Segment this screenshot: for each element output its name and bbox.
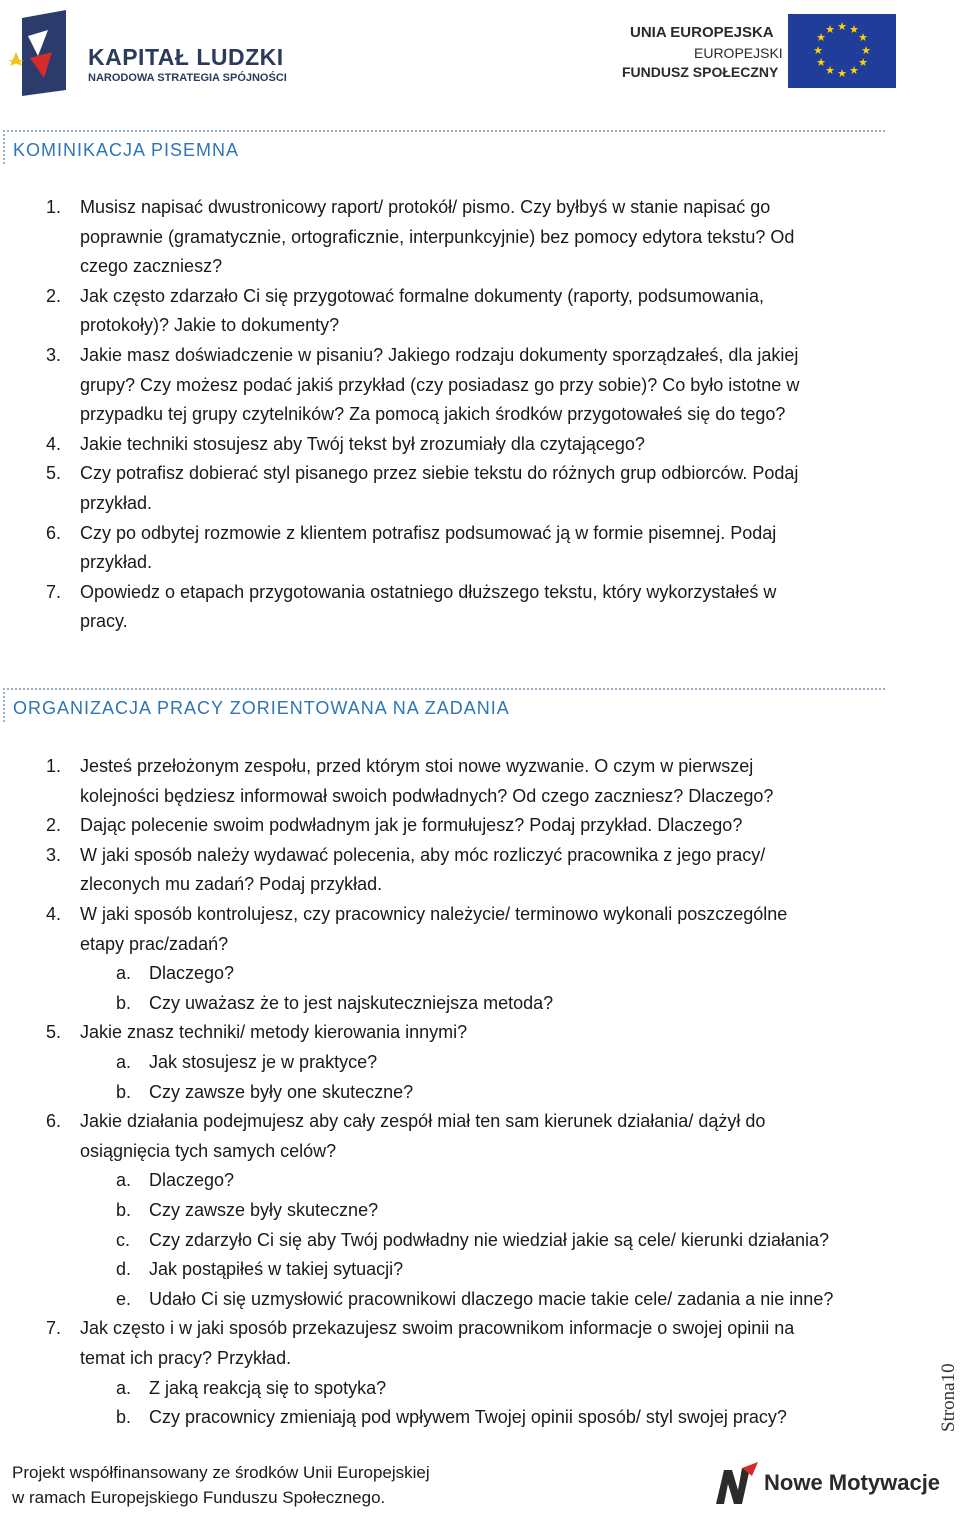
list-item-number: a. xyxy=(116,1052,132,1072)
list-item-text: przykład. xyxy=(80,552,153,573)
kapital-ludzki-name: KAPITAŁ LUDZKI xyxy=(88,44,284,70)
eu-logo-line2: EUROPEJSKI xyxy=(694,45,783,61)
svg-text:★: ★ xyxy=(813,44,823,57)
svg-text:★: ★ xyxy=(825,64,835,77)
list-item-text: zleconych mu zadań? Podaj przykład. xyxy=(80,874,383,895)
section-title-task-organization: ORGANIZACJA PRACY ZORIENTOWANA NA ZADANIA xyxy=(3,688,885,722)
svg-text:★: ★ xyxy=(816,56,826,69)
list-item-text: Czy uważasz że to jest najskuteczniejsza metoda? xyxy=(149,992,554,1013)
list-item-text: przykład. xyxy=(80,493,153,513)
list-item-number: 3. xyxy=(46,345,62,365)
list-item-text: etapy prac/zadań? xyxy=(80,933,229,954)
eu-logo-line3: FUNDUSZ SPOŁECZNY xyxy=(622,64,779,80)
svg-text:★: ★ xyxy=(816,31,826,44)
list-item-number: a. xyxy=(116,963,132,984)
list-item-number: b. xyxy=(116,1407,132,1428)
list-item-number: a. xyxy=(116,1170,132,1191)
list-item-number: 6. xyxy=(46,1111,62,1132)
eu-logo-line1: UNIA EUROPEJSKA xyxy=(630,24,774,41)
list-item-text: czego zaczniesz? xyxy=(80,256,223,277)
list-item-text: Dlaczego? xyxy=(149,963,235,984)
nowe-motywacje-emblem-icon xyxy=(712,1460,760,1508)
list-item-text: Jakie masz doświadczenie w pisaniu? Jakiego rodzaju dokumenty sporządzałeś, dla jakiej xyxy=(80,345,799,365)
eu-efs-logo xyxy=(620,14,900,90)
list-item-text: Jak często i w jaki sposób przekazujesz swoim pracownikom informacje o swojej opinii na xyxy=(80,1318,795,1339)
nowe-motywacje-text: Nowe Motywacje xyxy=(764,1470,941,1495)
list-item-text: Czy potrafisz dobierać styl pisanego przez siebie tekstu do różnych grup odbiorców. Podaj xyxy=(80,463,799,484)
list-item-text: Dając polecenie swoim podwładnym jak je formułujesz? Podaj przykład. Dlaczego? xyxy=(80,815,743,836)
eu-flag-icon xyxy=(788,14,896,88)
list-item-text: Opowiedz o etapach przygotowania ostatniego dłuższego tekstu, który wykorzystałeś w xyxy=(80,581,777,602)
footer-funding-note xyxy=(12,1460,430,1510)
list-item-text: Udało Ci się uzmysłowić pracownikowi dlaczego macie takie cele/ zadania a nie inne? xyxy=(149,1288,834,1309)
list-item-number: 4. xyxy=(46,433,62,454)
list-item-text: kolejności będziesz informował swoich podwładnych? Od czego zaczniesz? Dlaczego? xyxy=(80,785,774,806)
list-item-text: osiągnięcia tych samych celów? xyxy=(80,1140,337,1161)
list-item-text: Czy pracownicy zmieniają pod wpływem Twojej opinii sposób/ styl swojej pracy? xyxy=(149,1407,787,1428)
svg-text:★: ★ xyxy=(849,23,859,36)
list-item-text: W jaki sposób kontrolujesz, czy pracownicy należycie/ terminowo wykonali poszczególne xyxy=(80,904,788,924)
list-item-text: Jakie techniki stosujesz aby Twój tekst był zrozumiały dla czytającego? xyxy=(80,433,645,454)
list-item-number: a. xyxy=(116,1377,132,1398)
kapital-ludzki-logo xyxy=(8,8,287,96)
svg-text:★: ★ xyxy=(825,23,835,36)
list-item-text: temat ich pracy? Przykład. xyxy=(80,1348,292,1368)
svg-text:★: ★ xyxy=(861,44,871,57)
list-item-text: grupy? Czy możesz podać jakiś przykład (czy posiadasz go przy sobie)? Co było istotne w xyxy=(80,374,800,395)
list-item-number: d. xyxy=(116,1259,132,1280)
list-item-number: b. xyxy=(116,1200,132,1220)
list-item-text: przypadku tej grupy czytelników? Za pomocą jakich środków przygotowałeś się do tego? xyxy=(80,404,786,425)
list-item-number: 5. xyxy=(46,463,62,484)
list-item-text: Czy zdarzyło Ci się aby Twój podwładny nie wiedział jakie są cele/ kierunki działania? xyxy=(149,1229,830,1250)
list-item-text: Czy po odbytej rozmowie z klientem potrafisz podsumować ją w formie pisemnej. Podaj xyxy=(80,522,777,543)
list-item-text: Jak postąpiłeś w takiej sytuacji? xyxy=(149,1259,404,1280)
list-item-text: Musisz napisać dwustronicowy raport/ protokół/ pismo. Czy byłbyś w stanie napisać go xyxy=(80,197,771,217)
list-item-number: 2. xyxy=(46,815,62,836)
list-item-text: Jak stosujesz je w praktyce? xyxy=(149,1052,378,1072)
list-item-number: b. xyxy=(116,992,132,1013)
list-item-text: Jak często zdarzało Ci się przygotować formalne dokumenty (raporty, podsumowania, xyxy=(80,285,764,306)
section-title-written-communication: KOMINIKACJA PISEMNA xyxy=(3,130,885,164)
svg-text:★: ★ xyxy=(837,20,847,33)
list-item-number: 7. xyxy=(46,1318,62,1339)
kapital-ludzki-tagline: NARODOWA STRATEGIA SPÓJNOŚCI xyxy=(88,72,287,84)
list-item-text: Jakie działania podejmujesz aby cały zespół miał ten sam kierunek działania/ dążył do xyxy=(80,1111,766,1132)
list-item-number: 3. xyxy=(46,844,62,865)
list-item-text: protokoły)? Jakie to dokumenty? xyxy=(80,315,340,336)
list-item-text: Dlaczego? xyxy=(149,1170,235,1191)
svg-text:★: ★ xyxy=(849,64,859,77)
svg-text:★: ★ xyxy=(858,31,868,44)
kapital-ludzki-emblem-icon xyxy=(8,8,78,96)
list-item-number: 7. xyxy=(46,581,62,602)
list-item-text: W jaki sposób należy wydawać polecenia, aby móc rozliczyć pracownika z jego pracy/ xyxy=(80,844,766,865)
list-item-number: 5. xyxy=(46,1022,62,1043)
list-item-text: pracy. xyxy=(80,611,128,632)
footer-line2: w ramach Europejskiego Funduszu Społecznego. xyxy=(12,1488,386,1507)
svg-text:★: ★ xyxy=(837,67,847,80)
nowe-motywacje-logo xyxy=(712,1458,941,1510)
list-item-number: c. xyxy=(116,1229,131,1250)
list-item-number: 1. xyxy=(46,756,62,776)
list-item-number: 2. xyxy=(46,285,62,306)
list-item-number: b. xyxy=(116,1081,132,1102)
page-number: Strona10 xyxy=(938,1363,959,1432)
list-item-text: Czy zawsze były skuteczne? xyxy=(149,1200,379,1220)
svg-text:★: ★ xyxy=(858,56,868,69)
list-item-number: 6. xyxy=(46,522,62,543)
footer-line1: Projekt współfinansowany ze środków Unii Europejskiej xyxy=(12,1463,430,1482)
list-item-text: Jakie znasz techniki/ metody kierowania innymi? xyxy=(80,1022,468,1043)
list-item-number: 1. xyxy=(46,197,62,217)
list-item-text: Czy zawsze były one skuteczne? xyxy=(149,1081,414,1102)
list-item-number: e. xyxy=(116,1288,132,1309)
list-item-text: poprawnie (gramatycznie, ortograficznie, interpunkcyjnie) bez pomocy edytora tekstu? Od xyxy=(80,226,795,247)
list-item-text: Jesteś przełożonym zespołu, przed którym stoi nowe wyzwanie. O czym w pierwszej xyxy=(80,756,754,776)
list-item-text: Z jaką reakcją się to spotyka? xyxy=(149,1377,387,1398)
list-item-number: 4. xyxy=(46,904,62,924)
